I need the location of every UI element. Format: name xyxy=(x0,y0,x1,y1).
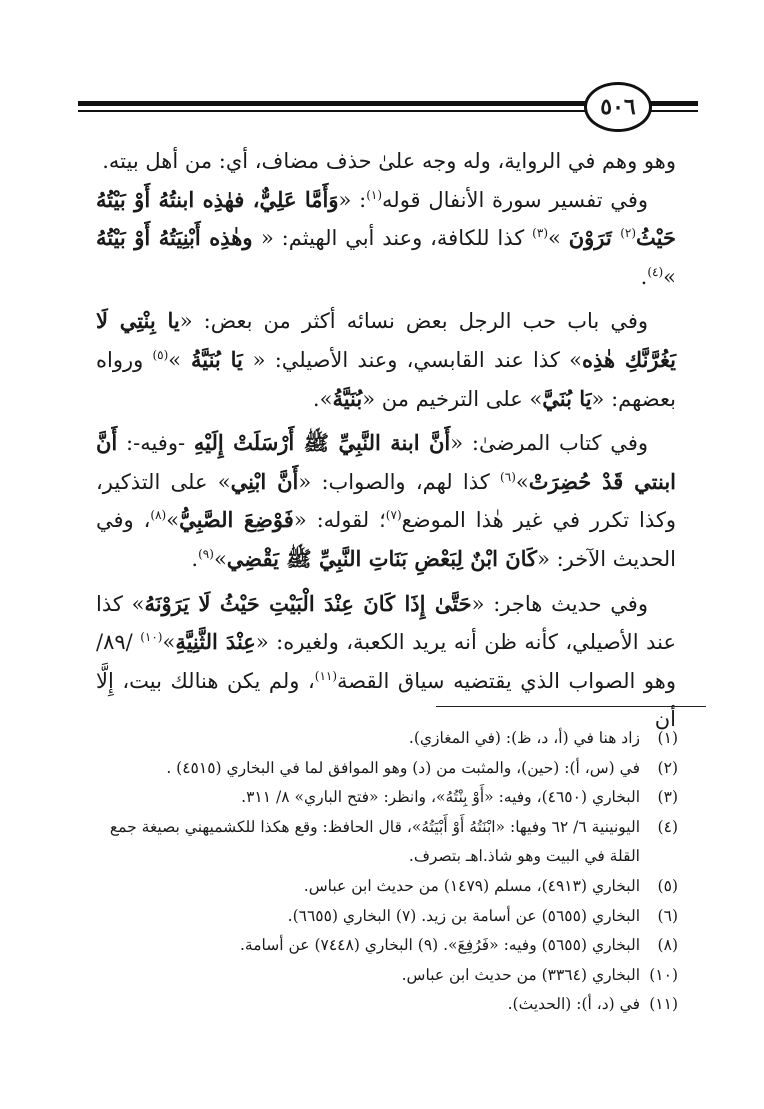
footnote-item xyxy=(96,990,678,1020)
footnote-item xyxy=(96,902,678,932)
footnote-ref[interactable]: (٤) xyxy=(647,264,664,279)
footnote-text: البخاري (٤٦٥٠)، وفيه: «أَوْ بِنْتُهُ»، وانظر: «فتح الباري» ٨/ ٣١١. xyxy=(241,788,640,807)
paragraph-2 xyxy=(96,181,676,297)
text-run: ؛ لقوله: « xyxy=(293,508,386,533)
text-run: » على التذكير، وكذا تكرر في غير هٰذا الموضع xyxy=(96,469,677,533)
footnote-text: البخاري (٣٣٦٤) من حديث ابن عباس. xyxy=(401,965,640,984)
text-run: » xyxy=(548,226,569,251)
hadith-quote: وهٰذِه أَبْنِيَتُهُ أَوْ بَيْتُهُ xyxy=(96,225,261,251)
text-run: . xyxy=(191,546,199,571)
text-run: كذا للكافة، وعند أبي الهيثم: « xyxy=(260,226,533,251)
footnote-ref[interactable]: (١) xyxy=(366,187,383,202)
hadith-quote: يَا بُنَيَّةُ xyxy=(181,346,253,372)
footnote-number: (٢) xyxy=(657,758,678,777)
text-run: وفي تفسير سورة الأنفال قوله xyxy=(382,187,648,212)
hadith-quote: أَنَّ ابنة النَّبِيِّ ﷺ أَرْسَلَتْ إِلَيْهِ xyxy=(193,430,451,456)
footnote-item xyxy=(96,961,678,991)
footnote-number: (١) xyxy=(657,729,678,747)
footnote-number: (٦) xyxy=(657,906,678,925)
footnote-number: (٥) xyxy=(657,876,678,895)
footnote-ref[interactable]: (٥) xyxy=(152,347,169,362)
text-run: -وفيه-: xyxy=(117,431,194,456)
text-run: ، وفي الحديث الآخر: « xyxy=(96,508,676,571)
text-run: » على الترخيم من « xyxy=(362,386,543,411)
footnote-item xyxy=(96,783,678,813)
text-run: » xyxy=(515,469,529,494)
paragraph-1: وهو وهم في الرواية، وله وجه علىٰ حذف مضاف، أي: من أهل بيته. xyxy=(102,149,676,173)
footnote-ref[interactable]: (٣) xyxy=(532,226,548,241)
footnote-number: (١٠) xyxy=(649,965,678,984)
text-run: » xyxy=(166,508,180,533)
footnote-item xyxy=(96,931,678,961)
footnote-number: (١١) xyxy=(649,995,678,1014)
paragraph-3 xyxy=(96,302,676,418)
footnote-text: البخاري (٥٦٥٥) عن أسامة بن زيد. (٧) البخاري (٦٦٥٥). xyxy=(287,906,640,925)
footnote-number: (٨) xyxy=(657,936,678,955)
hadith-quote: حَتَّىٰ إِذَا كَانَ عِنْدَ الْبَيْتِ حَيْثُ لَا يَرَوْنَهُ xyxy=(144,590,472,616)
main-text xyxy=(96,142,676,739)
paragraph-4 xyxy=(96,424,676,578)
text-run: وفي حديث هاجر: « xyxy=(471,591,648,616)
text-run: » كذا عند الأصيلي، كأنه ظن أنه يريد الكعبة، ولغيره: « xyxy=(96,591,676,655)
text-run: ورواه بعضهم: « xyxy=(96,347,676,411)
text-run: ». xyxy=(312,386,333,411)
text-run: » xyxy=(213,546,227,571)
footnote-item xyxy=(96,872,678,902)
footnote-separator xyxy=(436,706,706,707)
hadith-quote: أَنَّ ابنتي قَدْ حُضِرَتْ xyxy=(96,430,676,494)
page-number: ٥٠٦ xyxy=(584,82,652,132)
text-run: » xyxy=(162,630,176,655)
hadith-quote: تَرَوْنَ xyxy=(568,225,621,251)
footnote-text: في (س، أ): (حين)، والمثبت من (د) وهو الموافق لما في البخاري (٤٥١٥) . xyxy=(166,758,640,777)
hadith-quote: يَا بُنَيَّ xyxy=(542,385,592,411)
text-run: وفي كتاب المرضىٰ: « xyxy=(450,431,648,456)
footnote-number: (٣) xyxy=(657,788,678,807)
footnote-ref[interactable]: (٩) xyxy=(198,546,214,561)
hadith-quote: أَنَّ ابْنِي xyxy=(230,468,299,494)
text-run: » xyxy=(663,264,676,289)
footnote-text: زاد هنا في (أ، د، ظ): (في المغازي). xyxy=(408,729,640,747)
paragraph-5 xyxy=(96,585,676,739)
footnote-number: (٤) xyxy=(657,817,678,836)
footnote-item xyxy=(96,813,678,872)
text-run: » xyxy=(168,347,182,372)
footnote-item xyxy=(96,724,678,754)
text-run: /٨٩/ وهو الصواب الذي يقتضيه سياق القصة xyxy=(96,630,676,693)
hadith-quote: عِنْدَ الثَّنِيَّةِ xyxy=(175,629,256,655)
text-run: » كذا عند القابسي، وعند الأصيلي: « xyxy=(252,347,582,372)
footnote-text: اليونينية ٦/ ٦٢ وفيها: «ابْنَتُهُ أَوْ أَبْيَتُهُ»، قال الحافظ: وقع هكذا للكشميهني بصيغة جمع القلة في البيت وهو شاذ.اهـ بتصرف. xyxy=(109,817,640,866)
footnotes-section xyxy=(96,724,678,1020)
footnote-ref[interactable]: (١٠) xyxy=(140,630,163,645)
footnote-ref[interactable]: (١١) xyxy=(314,668,338,683)
text-run: : « xyxy=(338,187,367,212)
text-run: ، ولم يكن هنالك بيت، إِلَّا أن xyxy=(96,668,676,732)
footnote-ref[interactable]: (٢) xyxy=(620,226,637,241)
hadith-quote: وَأَمَّا عَلِيٌّ، فهٰذِه ابنتُهُ أَوْ بَيْتُهُ حَيْثُ xyxy=(96,186,676,251)
hadith-quote: كَانَ ابْنٌ لِبَعْضِ بَنَاتِ النَّبِيِّ ﷺ يَقْضِي xyxy=(226,545,538,571)
hadith-quote: بُنَيَّةُ xyxy=(332,385,363,411)
footnote-text: في (د، أ): (الحديث). xyxy=(507,995,640,1014)
hadith-quote: يا بِنْتِي لَا يَغُرَّنَّكِ هٰذِه xyxy=(96,308,676,372)
hadith-quote: فَوْضِعَ الصَّبِيُّ xyxy=(179,507,294,533)
footnote-ref[interactable]: (٨) xyxy=(150,508,167,523)
text-run: . xyxy=(640,264,648,289)
footnote-item xyxy=(96,754,678,784)
footnote-ref[interactable]: (٧) xyxy=(385,508,402,523)
footnote-text: البخاري (٤٩١٣)، مسلم (١٤٧٩) من حديث ابن عباس. xyxy=(303,876,640,895)
footnote-text: البخاري (٥٦٥٥) وفيه: «فَرُفِعَ». (٩) البخاري (٧٤٤٨) عن أسامة. xyxy=(240,936,640,955)
text-run: وفي باب حب الرجل بعض نسائه أكثر من بعض: « xyxy=(179,309,648,334)
footnote-ref[interactable]: (٦) xyxy=(500,469,516,484)
text-run: كذا لهم، والصواب: « xyxy=(298,469,501,494)
